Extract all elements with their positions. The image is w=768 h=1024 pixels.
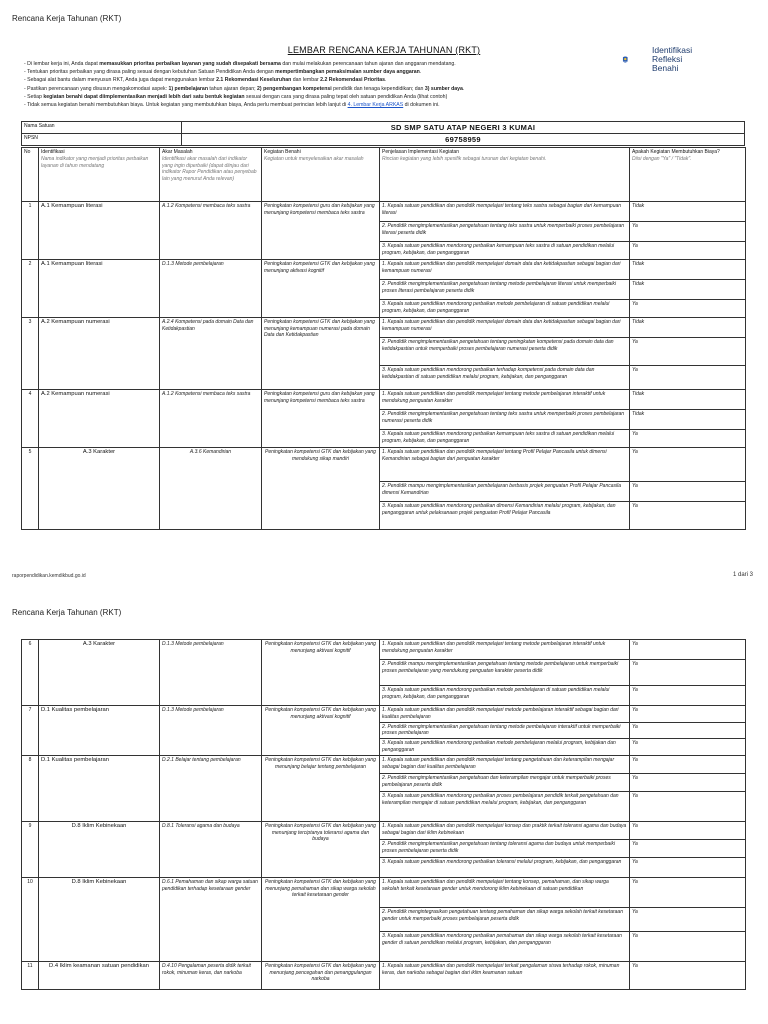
row-akar-masalah: D.2.1 Belajar tentang pembelajaran [160,755,262,821]
row-kegiatan-benahi: Peningkatan kompetensi GTK dan kebijakan yang menunjang kemampuan numerasi pada domain Data dan Ketidakpastian [262,317,380,389]
row-akar-masalah: A.1.2 Kompetensi membaca teks sastra [160,201,262,259]
instruction-line [24,93,584,101]
row-number: 7 [22,706,39,756]
row-identifikasi: D.4 Iklim keamanan satuan pendidikan [39,961,160,989]
row-implementasi-item: 2. Pendidik mengimplementasikan pengetahuan tentang teks sastra untuk memperbaiki proses pembelajaran numerasi peserta didik [380,409,630,429]
row-implementasi-item: 1. Kepala satuan pendidikan dan pendidik mempelajari metode pembelajaran interaktif sebagai bagian dari kualitas pembelajaran [380,706,630,723]
row-implementasi-item: 3. Kepala satuan pendidikan mendorong perbaikan kemampuan teks sastra di satuan pendidikan melalui program, kebijakan, dan penganggaran [380,241,630,259]
row-biaya-value: Ya [630,839,746,857]
row-biaya-value: Ya [630,660,746,686]
row-kegiatan-benahi: Peningkatan kompetensi GTK dan kebijakan yang menunjang belajar tentang pembelajaran [262,755,380,821]
row-identifikasi: A.3 Karakter [39,447,160,529]
row-identifikasi: D.8 Iklim Kebinekaan [39,877,160,961]
row-implementasi-item: 3. Kepala satuan pendidikan mendorong perbaikan proses pembelajaran pendidik terkait pengetahuan dan keterampilan mengajar di satuan pendidikan melalui program, kebijakan, dan penganggaran [380,791,630,821]
row-biaya-value: Ya [630,821,746,839]
instruction-line [24,60,584,68]
instruction-text: - Di lembar kerja ini, Anda dapat [24,61,100,67]
page-header-title: Rencana Kerja Tahunan (RKT) [12,14,122,23]
row-implementasi-item: 1. Kepala satuan pendidikan dan pendidik mempelajari tentang metode pembelajaran interaktif untuk mendukung penguatan karakter [380,389,630,409]
row-implementasi-item: 2. Pendidik mengimplementasikan pengetahuan tentang toleransi agama dan budaya untuk memperbaiki proses pembelajaran peserta didik [380,839,630,857]
row-implementasi-item: 1. Kepala satuan pendidikan dan pendidik mempelajari tentang metode pembelajaran interaktif untuk mendukung penguatan karakter [380,640,630,660]
row-number: 10 [22,877,39,961]
ministry-logo-icon [622,44,650,76]
instruction-text: - Tentukan prioritas perbaikan yang dirasa paling sesuai dengan kebutuhan Satuan Pendidikan Anda dengan [24,69,276,76]
row-implementasi-item: 1. Kepala satuan pendidikan dan pendidik mempelajari terkait pengalaman siswa terhadap rokok, minuman keras, dan narkoba sebagai bagian dari iklim keamanan satuan [380,961,630,989]
row-biaya-value: Ya [630,931,746,961]
school-name-value: SD SMP SATU ATAP NEGERI 3 KUMAI [182,122,745,134]
row-implementasi-item: 3. Kepala satuan pendidikan mendorong perbaikan metode pembelajaran melalui program, kebijakan dan penganggaran [380,739,630,756]
instruction-text: . [385,77,387,84]
row-implementasi-item: 1. Kepala satuan pendidikan dan pendidik mempelajari domain data dan ketidakpastian sebagai bagian dari kemampuan numerasi [380,259,630,279]
row-biaya-value: Ya [630,755,746,773]
row-implementasi-item: 3. Kepala satuan pendidikan mendorong perbaikan kemampuan teks sastra di satuan pendidikan melalui program, kebijakan, dan penganggaran [380,429,630,447]
row-biaya-value: Ya [630,337,746,365]
row-biaya-value: Ya [630,961,746,989]
row-number: 4 [22,389,39,447]
row-akar-masalah: A.3.6 Kemandirian [160,447,262,529]
npsn-value: 69758959 [182,134,745,146]
row-implementasi-item: 3. Kepala satuan pendidikan mendorong perbaikan metode pembelajaran di satuan pendidikan melalui program, kebijakan, dan penganggaran [380,299,630,317]
row-kegiatan-benahi: Peningkatan kompetensi guru dan kebijakan yang menunjang kompetensi membaca teks sastra [262,201,380,259]
col-header-identifikasi: Identifikasi Nama indikator yang menjadi prioritas perbaikan layanan di tahun mendatang [39,148,160,202]
row-biaya-value: Ya [630,722,746,739]
instruction-emphasis: 2) pengembangan kompetensi [257,85,332,92]
row-number: 2 [22,259,39,317]
instruction-emphasis: kegiatan benahi dapat diimplementasikan menjadi lebih dari satu bentuk kegiatan [43,93,245,100]
row-biaya-value: Ya [630,907,746,931]
row-implementasi-item: 2. Pendidik mengimplementasikan pengetahuan tentang metode pembelajaran literasi untuk memperbaiki proses literasi pembelajaran peserta didik [380,279,630,299]
row-identifikasi: A.2 Kemampuan numerasi [39,317,160,389]
instruction-line [24,101,584,109]
row-number: 11 [22,961,39,989]
row-implementasi-item: 3. Kepala satuan pendidikan mendorong perbaikan metode pembelajaran di satuan pendidikan melalui program, kebijakan, dan penganggaran [380,686,630,706]
row-biaya-value: Ya [630,791,746,821]
logo-line-1: Identifikasi [652,45,693,55]
instruction-text: dan mulai melakukan perencanaan tahun ajaran dan anggaran mendatang. [280,61,456,67]
row-akar-masalah: D.6.1 Pemahaman dan sikap warga satuan pendidikan terhadap kesetaraan gender [160,877,262,961]
row-identifikasi: A.3 Karakter [39,640,160,706]
row-biaya-value: Ya [630,739,746,756]
row-akar-masalah: D.1.3 Metode pembelajaran [160,259,262,317]
row-implementasi-item: 1. Kepala satuan pendidikan dan pendidik mempelajari tentang pengetahuan dan keterampilan mengajar sebagai bagian dari kualitas pembelajaran [380,755,630,773]
instruction-text: - Setiap [24,93,44,100]
page-number: 1 dari 3 [733,572,754,578]
instruction-text: tahun ajaran depan; [207,85,258,92]
instruction-text: - Pastikan perencanaan yang disusun mengakomodasi aspek: [24,85,169,92]
row-implementasi-item: 1. Kepala satuan pendidikan dan pendidik mempelajari tentang Profil Pelajar Pancasila untuk dimensi Kemandirian sebagai bagian dari penguatan karakter [380,447,630,481]
row-biaya-value: Ya [630,857,746,877]
row-biaya-value: Tidak [630,201,746,221]
row-biaya-value: Ya [630,299,746,317]
row-biaya-value: Ya [630,501,746,529]
row-kegiatan-benahi: Peningkatan kompetensi GTK dan kebijakan yang mendukung sikap mandiri [262,447,380,529]
row-biaya-value: Ya [630,877,746,907]
row-implementasi-item: 2. Pendidik mengimplementasikan pengetahuan tentang metode pembelajaran interaktif untuk memperbaiki proses pembelajaran [380,722,630,739]
col-header-kegiatan-benahi: Kegiatan Benahi Kegiatan untuk menyelesaikan akar masalah [262,148,380,202]
instruction-text: di dokumen ini. [403,102,440,109]
row-biaya-value: Ya [630,706,746,723]
logo-line-3: Benahi [652,63,679,73]
logo-line-2: Refleksi [652,54,683,64]
row-biaya-value: Ya [630,221,746,241]
table-row [22,259,746,279]
row-implementasi-item: 2. Pendidik mengimplementasikan pengetahuan tentang peningkatan kompetensi pada domain data dan ketidakpastian untuk memperbaiki proses pembelajaran numerasi peserta didik [380,337,630,365]
instruction-emphasis: 3) sumber daya [424,85,463,92]
row-implementasi-item: 1. Kepala satuan pendidikan dan pendidik mempelajari konsep dan praktik terkait toleransi agama dan budaya sebagai bagian dari iklim kebinekaan [380,821,630,839]
row-identifikasi: D.8 Iklim Kebinekaan [39,821,160,877]
row-number: 8 [22,755,39,821]
row-implementasi-item: 2. Pendidik mampu mengimplementasikan pembelajaran berbasis projek penguatan Profil Pelajar Pancasila dimensi Kemandirian [380,481,630,501]
rkt-table-page2 [21,639,746,990]
instruction-text: dan lembar [291,77,321,84]
table-row [22,447,746,481]
row-implementasi-item: 1. Kepala satuan pendidikan dan pendidik mempelajari tentang konsep, pemahaman, dan sikap warga sekolah terkait kesetaraan gender untuk mendorong iklim kebinekaan di satuan pendidikan [380,877,630,907]
instruction-emphasis: 1) pembelajaran [168,85,208,92]
row-kegiatan-benahi: Peningkatan kompetensi GTK dan kebijakan yang menunjang pemahaman dan sikap warga sekolah terkait kesetaraan gender [262,877,380,961]
row-implementasi-item: 3. Kepala satuan pendidikan mendorong perbaikan toleransi melalui program, kebijakan, dan penganggaran [380,857,630,877]
table-row [22,389,746,409]
table-row [22,961,746,989]
table-row [22,821,746,839]
row-identifikasi: A.1 Kemampuan literasi [39,201,160,259]
row-kegiatan-benahi: Peningkatan kompetensi guru dan kebijakan yang menunjang kompetensi membaca teks sastra [262,389,380,447]
table-row [22,640,746,660]
row-kegiatan-benahi: Peningkatan kompetensi GTK dan kebijakan yang menunjang pencegahan dan penanggulangan narkoba [262,961,380,989]
npsn-label: NPSN [22,134,182,146]
row-biaya-value: Ya [630,773,746,791]
school-name-label: Nama Satuan [22,122,182,134]
row-biaya-value: Tidak [630,409,746,429]
instruction-text: . [462,85,465,92]
row-akar-masalah: A.1.2 Kompetensi membaca teks sastra [160,389,262,447]
row-akar-masalah: D.4.10 Pengalaman peserta didik terkait rokok, minuman keras, dan narkoba [160,961,262,989]
row-biaya-value: Tidak [630,259,746,279]
row-implementasi-item: 1. Kepala satuan pendidikan dan pendidik mempelajari domain data dan ketidakpastian sebagai bagian dari kemampuan numerasi [380,317,630,337]
row-implementasi-item: 3. Kepala satuan pendidikan mendorong perbaikan pemahaman dan sikap warga sekolah terkait kesetaraan gender di satuan pendidikan melalui program, kebijakan, dan penganggaran [380,931,630,961]
table-row [22,755,746,773]
instruction-emphasis: mempertimbangkan pemaksimalan sumber daya anggaran [275,69,420,76]
col-header-no: No [22,148,39,202]
row-implementasi-item: 2. Pendidik mengimplementasikan pengetahuan dan keterampilan mengajar untuk memperbaiki proses pembelajaran peserta didik [380,773,630,791]
instruction-line [24,85,584,93]
row-kegiatan-benahi: Peningkatan kompetensi GTK dan kebijakan yang menunjang aktivasi kognitif [262,259,380,317]
col-header-biaya: Apakah Kegiatan Membutuhkan Biaya? Diisi dengan "Ya" / "Tidak". [630,148,746,202]
row-number: 3 [22,317,39,389]
row-implementasi-item: 2. Pendidik mengimplementasikan pengetahuan tentang teks sastra untuk memperbaiki proses pembelajaran literasi peserta didik [380,221,630,241]
logo-wordmark [652,46,692,73]
page2-header-title: Rencana Kerja Tahunan (RKT) [12,608,122,617]
col-header-akar-masalah: Akar Masalah Identifikasi akar masalah dari indikator yang ingin diperbaiki (dapat diinjau dari indikator Rapor Pendidikan atau penyebab lain yang menurut Anda relevan) [160,148,262,202]
row-kegiatan-benahi: Peningkatan kompetensi GTK dan kebijakan yang menunjang aktivasi kognitif [262,640,380,706]
row-identifikasi: A.1 Kemampuan literasi [39,259,160,317]
row-number: 6 [22,640,39,706]
row-biaya-value: Ya [630,686,746,706]
row-kegiatan-benahi: Peningkatan kompetensi GTK dan kebijakan yang menunjang terciptanya toleransi agama dan budaya [262,821,380,877]
row-biaya-value: Ya [630,640,746,660]
table-row [22,877,746,907]
row-biaya-value: Ya [630,447,746,481]
footer-url: raporpendidikan.kemdikbud.go.id [12,573,86,579]
row-implementasi-item: 2. Pendidik mengintegrasikan pengetahuan tentang pemahaman dan sikap warga sekolah terkait kesetaraan gender untuk memperbaiki proses pembelajaran peserta didik [380,907,630,931]
row-akar-masalah: A.2.4 Kompetensi pada domain Data dan Ketidakpastian [160,317,262,389]
instruction-text: - Sebagai alat bantu dalam menyusun RKT, Anda juga dapat menggunakan lembar [24,77,217,84]
school-info-table [21,121,745,146]
row-biaya-value: Tidak [630,389,746,409]
instruction-text: . [419,69,422,76]
row-biaya-value: Ya [630,241,746,259]
row-number: 5 [22,447,39,529]
instruction-line [24,76,584,84]
document-title: LEMBAR RENCANA KERJA TAHUNAN (RKT) [287,45,481,55]
instruction-emphasis: 2.1 Rekomendasi Keseluruhan [216,77,292,84]
col-header-implementasi: Penjelasan Implementasi Kegiatan Rincian kegiatan yang lebih spesifik sebagai turunan dari kegiatan benahi. [380,148,630,202]
instruction-emphasis: memasukkan prioritas perbaikan layanan yang sudah disepakati bersama [99,61,281,67]
row-implementasi-item: 1. Kepala satuan pendidikan dan pendidik mempelajari tentang teks sastra sebagai bagian dari kemampuan literasi [380,201,630,221]
row-number: 9 [22,821,39,877]
arkas-link[interactable]: 4. Lembar Kerja ARKAS [347,102,404,109]
row-akar-masalah: D.1.3 Metode pembelajaran [160,706,262,756]
instruction-emphasis: 2.2 Rekomendasi Prioritas [320,77,386,84]
instruction-text: - Tidak semua kegiatan benahi membutuhkan biaya. Untuk kegiatan yang membutuhkan biaya, Anda perlu membuat perincian lebih lanjut di [24,102,348,109]
row-biaya-value: Ya [630,429,746,447]
row-implementasi-item: 3. Kepala satuan pendidikan mendorong perbaikan dimensi Kemandirian melalui program, kebijakan, dan penganggaran untuk pelaksanaan projek penguatan Profil Pelajar Pancasila [380,501,630,529]
row-akar-masalah: D.1.3 Metode pembelajaran [160,640,262,706]
instruction-line [24,68,584,76]
row-biaya-value: Ya [630,481,746,501]
row-kegiatan-benahi: Peningkatan kompetensi GTK dan kebijakan yang menunjang aktivasi kognitif [262,706,380,756]
row-biaya-value: Ya [630,365,746,389]
rkt-table-page1 [21,147,746,530]
row-implementasi-item: 2. Pendidik mampu mengimplementasikan pengetahuan tentang metode pembelajaran untuk memperbaiki proses pembelajaran yang mendukung penguatan karakter peserta didik [380,660,630,686]
row-biaya-value: Tidak [630,279,746,299]
table-row [22,706,746,723]
row-identifikasi: D.1 Kualitas pembelajaran [39,755,160,821]
instruction-text: pendidik dan tenaga kependidikan; dan [331,85,425,92]
instruction-text: sesuai dengan cara yang dirasa paling tepat oleh satuan pendidikan Anda (lihat contoh) [244,93,448,100]
table-row [22,317,746,337]
row-implementasi-item: 3. Kepala satuan pendidikan mendorong perbaikan terhadap kompetensi pada domain data dan ketidakpastian di satuan pendidikan melalui program, kebijakan, dan penganggaran [380,365,630,389]
table-header-row [22,148,746,202]
row-identifikasi: D.1 Kualitas pembelajaran [39,706,160,756]
row-number: 1 [22,201,39,259]
row-akar-masalah: D.8.1 Toleransi agama dan budaya [160,821,262,877]
instructions-list [24,60,584,109]
table-row [22,201,746,221]
row-biaya-value: Tidak [630,317,746,337]
row-identifikasi: A.2 Kemampuan numerasi [39,389,160,447]
